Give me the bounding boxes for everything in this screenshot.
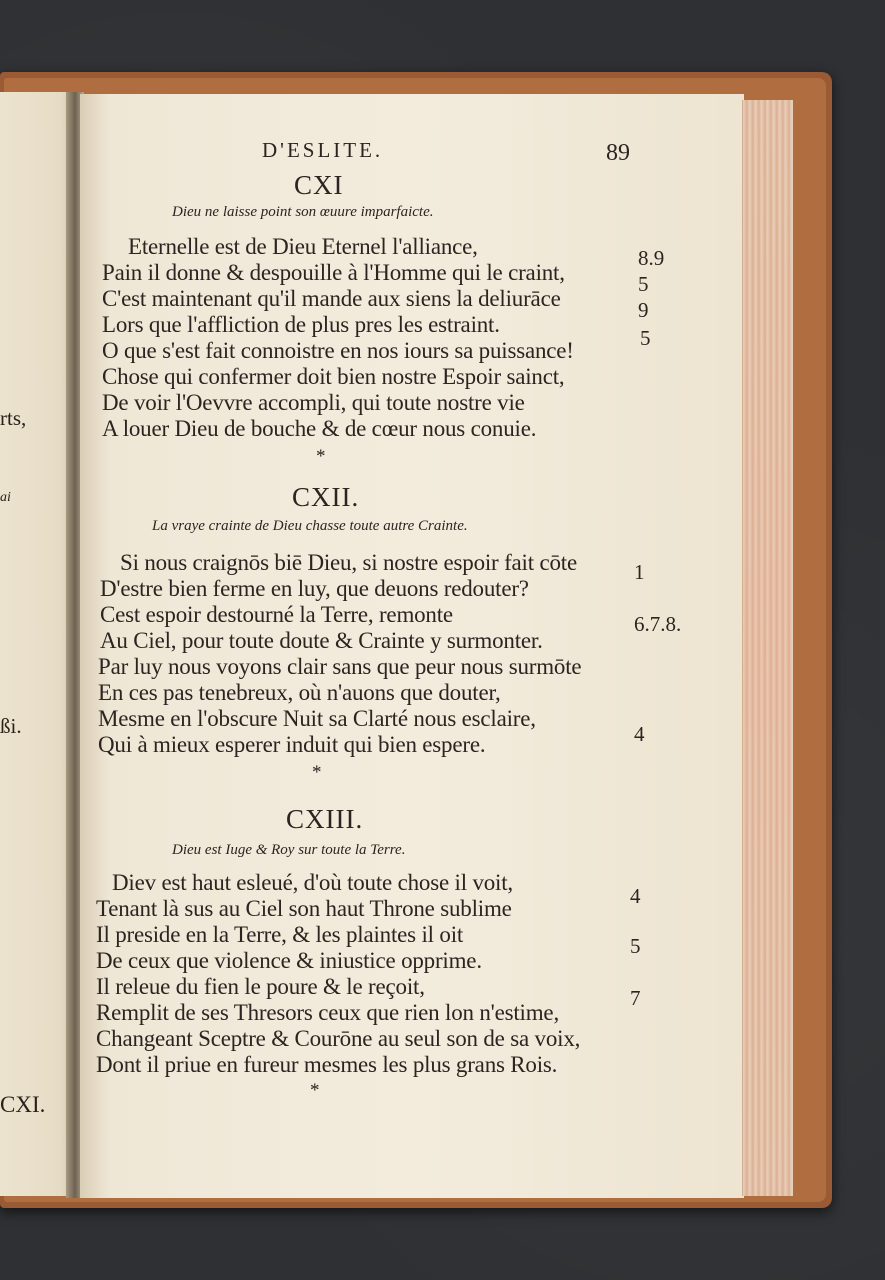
verse-line: C'est maintenant qu'il mande aux siens la deliurāce [102, 286, 561, 311]
verse-line: Qui à mieux esperer induit qui bien espere. [98, 732, 486, 757]
margin-reference: 4 [630, 884, 641, 908]
verse-line: Changeant Sceptre & Courōne au seul son de sa voix, [96, 1026, 581, 1051]
section-number: CXI [294, 170, 344, 200]
margin-reference: 8.9 [638, 246, 665, 270]
verse-line: De voir l'Oevvre accompli, qui toute nostre vie [102, 390, 525, 415]
left-page [0, 92, 76, 1196]
section-number: CXII. [292, 482, 360, 512]
left-page-fragment: ßi. [0, 714, 22, 738]
left-page-fragment: rts, [0, 406, 27, 430]
left-page-fragment: CXI. [0, 1092, 46, 1117]
margin-reference: 5 [630, 934, 641, 958]
verse-line: Par luy nous voyons clair sans que peur nous surmōte [98, 654, 582, 679]
margin-reference: 5 [640, 326, 651, 350]
verse-line: Dont il priue en fureur mesmes les plus grans Rois. [96, 1052, 558, 1077]
verse-line: Tenant là sus au Ciel son haut Throne sublime [96, 896, 512, 921]
verse-line: Remplit de ses Thresors ceux que rien lon n'estime, [96, 1000, 559, 1025]
ornament-asterisk: * [312, 762, 322, 783]
verse-line: Cest espoir destourné la Terre, remonte [100, 602, 453, 627]
section-subtitle: Dieu est Iuge & Roy sur toute la Terre. [172, 842, 406, 858]
margin-reference: 1 [634, 560, 645, 584]
left-page-fragment: ai [0, 490, 11, 505]
margin-reference: 9 [638, 298, 649, 322]
margin-reference: 5 [638, 272, 649, 296]
verse-line: Lors que l'affliction de plus pres les estraint. [102, 312, 500, 337]
verse-line: Il preside en la Terre, & les plaintes il oit [96, 922, 464, 947]
verse-line: O que s'est fait connoistre en nos iours sa puissance! [102, 338, 574, 363]
section-subtitle: Dieu ne laisse point son œuure imparfaicte. [172, 204, 434, 220]
verse-line: Il releue du fien le poure & le reçoit, [96, 974, 425, 999]
verse-line: Mesme en l'obscure Nuit sa Clarté nous esclaire, [98, 706, 536, 731]
verse-line: Eternelle est de Dieu Eternel l'alliance, [128, 234, 478, 259]
verse-line: Chose qui confermer doit bien nostre Espoir sainct, [102, 364, 565, 389]
verse-line: De ceux que violence & iniustice opprime. [96, 948, 482, 973]
section-number: CXIII. [286, 804, 364, 834]
verse-line: A louer Dieu de bouche & de cœur nous conuie. [102, 416, 537, 441]
verse-line: Diev est haut esleué, d'où toute chose il voit, [112, 870, 513, 895]
margin-reference: 4 [634, 722, 645, 746]
section-subtitle: La vraye crainte de Dieu chasse toute autre Crainte. [152, 518, 468, 534]
margin-reference: 7 [630, 986, 641, 1010]
margin-reference: 6.7.8. [634, 612, 682, 636]
verse-line: Si nous craignōs biē Dieu, si nostre espoir fait cōte [120, 550, 577, 575]
page-number: 89 [606, 140, 630, 166]
verse-line: Pain il donne & despouille à l'Homme qui le craint, [102, 260, 565, 285]
running-title: D'ESLITE. [262, 138, 384, 162]
ornament-asterisk: * [310, 1080, 320, 1101]
ornament-asterisk: * [316, 446, 326, 467]
verse-line: En ces pas tenebreux, où n'auons que douter, [98, 680, 501, 705]
verse-line: D'estre bien ferme en luy, que deuons redouter? [100, 576, 529, 601]
verse-line: Au Ciel, pour toute doute & Crainte y surmonter. [100, 628, 543, 653]
